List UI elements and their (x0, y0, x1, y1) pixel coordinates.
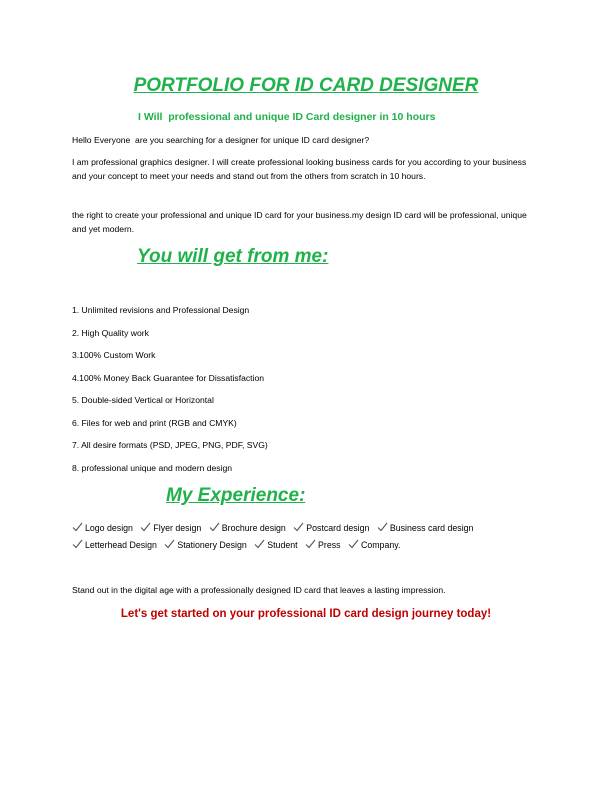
experience-label: Postcard design (306, 523, 370, 533)
call-to-action: Let's get started on your professional ID card design journey today! (120, 608, 492, 620)
intro-paragraph-3: the right to create your professional and unique ID card for your business.my design ID card will be professional, unique and yet modern. (72, 210, 527, 234)
check-icon (377, 522, 388, 532)
experience-label: Business card design (389, 523, 474, 533)
experience-item (254, 538, 297, 552)
experience-label: Letterhead Design (85, 540, 157, 550)
experience-item (293, 521, 369, 535)
subtitle: I Will professional and unique ID Card designer in 10 hours (138, 111, 436, 123)
benefit-item: 6. Files for web and print (RGB and CMYK) (72, 417, 237, 428)
check-icon (209, 522, 220, 532)
experience-line-2 (72, 538, 405, 552)
experience-label: Flyer design (153, 523, 202, 533)
experience-label: Logo design (85, 523, 133, 533)
benefit-item: 5. Double-sided Vertical or Horizontal (72, 395, 214, 405)
experience-label: Stationery Design (177, 540, 247, 550)
experience-item (164, 538, 246, 552)
experience-label: Company. (360, 540, 401, 550)
check-icon (293, 522, 304, 532)
check-icon (72, 522, 83, 532)
experience-item (377, 521, 474, 535)
check-icon (72, 539, 83, 549)
benefits-list (72, 304, 268, 484)
check-icon (305, 539, 316, 549)
page-title: PORTFOLIO FOR ID CARD DESIGNER (133, 75, 479, 96)
benefit-item: 1. Unlimited revisions and Professional Design (72, 305, 250, 315)
check-icon (254, 539, 265, 549)
check-icon (164, 539, 175, 549)
experience-line-1 (72, 521, 478, 535)
experience-item (140, 521, 201, 535)
benefit-item: 3.100% Custom Work (72, 350, 156, 360)
experience-label: Press (318, 540, 341, 550)
intro-paragraph-2: I am professional graphics designer. I will create professional looking business cards for you according to your business and your concept to meet your needs and stand out from the others from scratch in 10 hours. (72, 157, 527, 181)
benefit-item: 7. All desire formats (PSD, JPEG, PNG, PDF, SVG) (72, 440, 268, 450)
experience-item (72, 521, 133, 535)
check-icon (140, 522, 151, 532)
experience-item (348, 538, 400, 552)
experience-heading: My Experience: (166, 485, 306, 506)
experience-item (209, 521, 286, 535)
experience-item (305, 538, 341, 552)
intro-paragraph-1: Hello Everyone are you searching for a designer for unique ID card designer? (72, 135, 370, 145)
experience-label: Student (267, 540, 298, 550)
closing-paragraph: Stand out in the digital age with a professionally designed ID card that leaves a lasting impression. (72, 585, 446, 595)
check-icon (348, 539, 359, 549)
benefits-heading: You will get from me: (137, 246, 329, 267)
benefit-item: 4.100% Money Back Guarantee for Dissatisfaction (72, 372, 265, 383)
benefit-item: 2. High Quality work (72, 327, 149, 338)
experience-item (72, 538, 157, 552)
experience-label: Brochure design (221, 523, 286, 533)
benefit-item: 8. professional unique and modern design (72, 462, 233, 473)
